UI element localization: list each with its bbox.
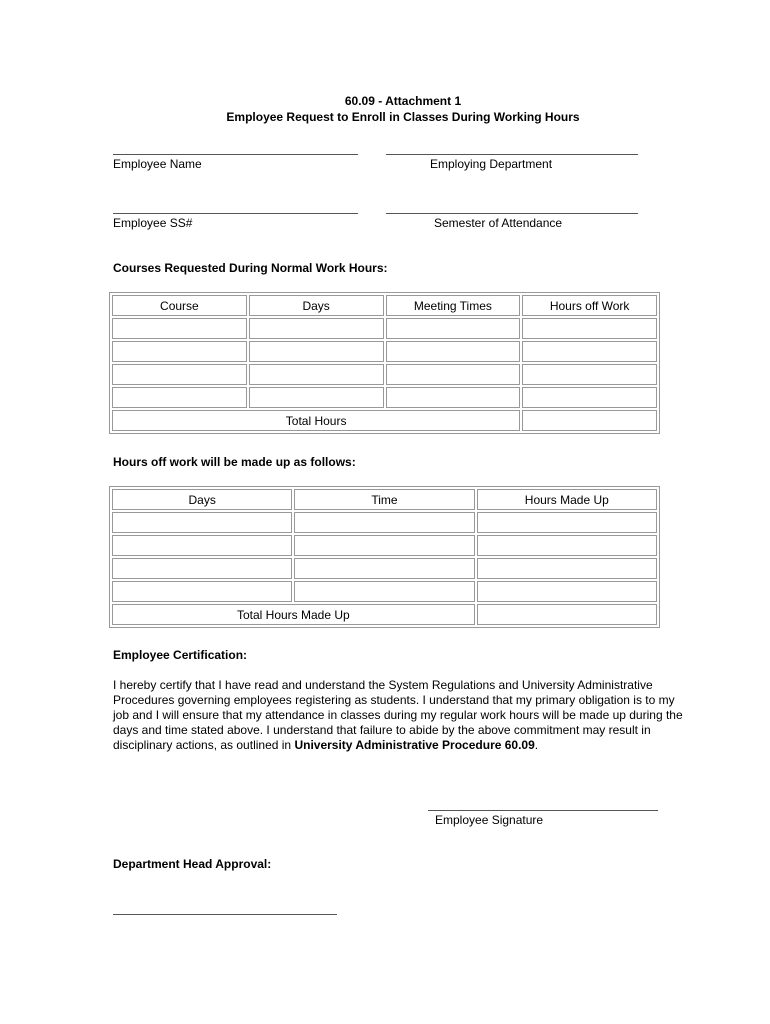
table-row bbox=[112, 387, 657, 408]
table-cell[interactable] bbox=[294, 512, 474, 533]
certification-text bbox=[113, 678, 683, 753]
table-cell[interactable] bbox=[522, 318, 657, 339]
table-cell[interactable] bbox=[112, 535, 292, 556]
total-row bbox=[112, 604, 657, 625]
form-number: 60.09 - Attachment 1 bbox=[344, 94, 462, 108]
approval-signature-line[interactable] bbox=[113, 914, 337, 915]
employee-ss-line[interactable] bbox=[113, 213, 358, 214]
table-cell[interactable] bbox=[249, 387, 384, 408]
table-cell[interactable] bbox=[386, 341, 521, 362]
table-row bbox=[112, 364, 657, 385]
column-header: Meeting Times bbox=[386, 295, 521, 316]
department-line[interactable] bbox=[386, 154, 638, 155]
table-cell[interactable] bbox=[294, 558, 474, 579]
column-header: Hours off Work bbox=[522, 295, 657, 316]
courses-table bbox=[109, 292, 660, 434]
certification-end: . bbox=[534, 738, 539, 752]
table-cell[interactable] bbox=[522, 387, 657, 408]
employee-signature-label: Employee Signature bbox=[435, 813, 544, 827]
total-row bbox=[112, 410, 657, 431]
approval-heading: Department Head Approval: bbox=[113, 857, 272, 871]
table-cell[interactable] bbox=[249, 364, 384, 385]
column-header: Course bbox=[112, 295, 247, 316]
employing-department-label: Employing Department bbox=[430, 157, 553, 171]
table-cell[interactable] bbox=[294, 535, 474, 556]
table-row bbox=[112, 512, 657, 533]
makeup-table bbox=[109, 486, 660, 628]
table-cell[interactable] bbox=[112, 558, 292, 579]
table-cell[interactable] bbox=[386, 318, 521, 339]
procedure-reference: University Administrative Procedure 60.09 bbox=[294, 738, 535, 752]
employee-ss-label: Employee SS# bbox=[113, 216, 193, 230]
table-cell[interactable] bbox=[112, 318, 247, 339]
table-row bbox=[112, 318, 657, 339]
form-title: Employee Request to Enroll in Classes During Working Hours bbox=[226, 110, 580, 124]
employee-signature-line[interactable] bbox=[428, 810, 658, 811]
table-cell[interactable] bbox=[386, 387, 521, 408]
table-cell[interactable] bbox=[112, 581, 292, 602]
table-cell[interactable] bbox=[112, 512, 292, 533]
total-hours-cell[interactable] bbox=[522, 410, 657, 431]
total-hours-made-up-cell[interactable] bbox=[477, 604, 657, 625]
table-cell[interactable] bbox=[386, 364, 521, 385]
table-cell[interactable] bbox=[294, 581, 474, 602]
semester-label: Semester of Attendance bbox=[434, 216, 563, 230]
table-cell[interactable] bbox=[477, 581, 657, 602]
column-header: Time bbox=[294, 489, 474, 510]
table-cell[interactable] bbox=[522, 341, 657, 362]
makeup-heading: Hours off work will be made up as follows: bbox=[113, 455, 356, 469]
table-cell[interactable] bbox=[477, 558, 657, 579]
column-header: Days bbox=[112, 489, 292, 510]
employee-name-line[interactable] bbox=[113, 154, 358, 155]
employee-name-label: Employee Name bbox=[113, 157, 202, 171]
total-hours-made-up-label: Total Hours Made Up bbox=[112, 604, 475, 625]
table-cell[interactable] bbox=[249, 318, 384, 339]
table-cell[interactable] bbox=[522, 364, 657, 385]
table-header-row bbox=[112, 295, 657, 316]
table-row bbox=[112, 581, 657, 602]
table-row bbox=[112, 341, 657, 362]
table-row bbox=[112, 535, 657, 556]
column-header: Hours Made Up bbox=[477, 489, 657, 510]
table-cell[interactable] bbox=[112, 341, 247, 362]
column-header: Days bbox=[249, 295, 384, 316]
table-row bbox=[112, 558, 657, 579]
table-header-row bbox=[112, 489, 657, 510]
table-cell[interactable] bbox=[249, 341, 384, 362]
table-cell[interactable] bbox=[477, 535, 657, 556]
table-cell[interactable] bbox=[112, 364, 247, 385]
certification-heading: Employee Certification: bbox=[113, 648, 248, 662]
table-cell[interactable] bbox=[477, 512, 657, 533]
total-hours-label: Total Hours bbox=[112, 410, 520, 431]
certification-body: I hereby certify that I have read and understand the System Regulations and University Administrative Procedures governing employees registering as students. I understand that my primary obligation is to my job and I will ensure that my attendance in classes during my regular work hours will be made up during the days and time stated above. I understand that failure to abide by the above commitment may result in disciplinary actions, as outlined in bbox=[113, 678, 683, 752]
semester-line[interactable] bbox=[386, 213, 638, 214]
courses-heading: Courses Requested During Normal Work Hours: bbox=[113, 261, 388, 275]
table-cell[interactable] bbox=[112, 387, 247, 408]
